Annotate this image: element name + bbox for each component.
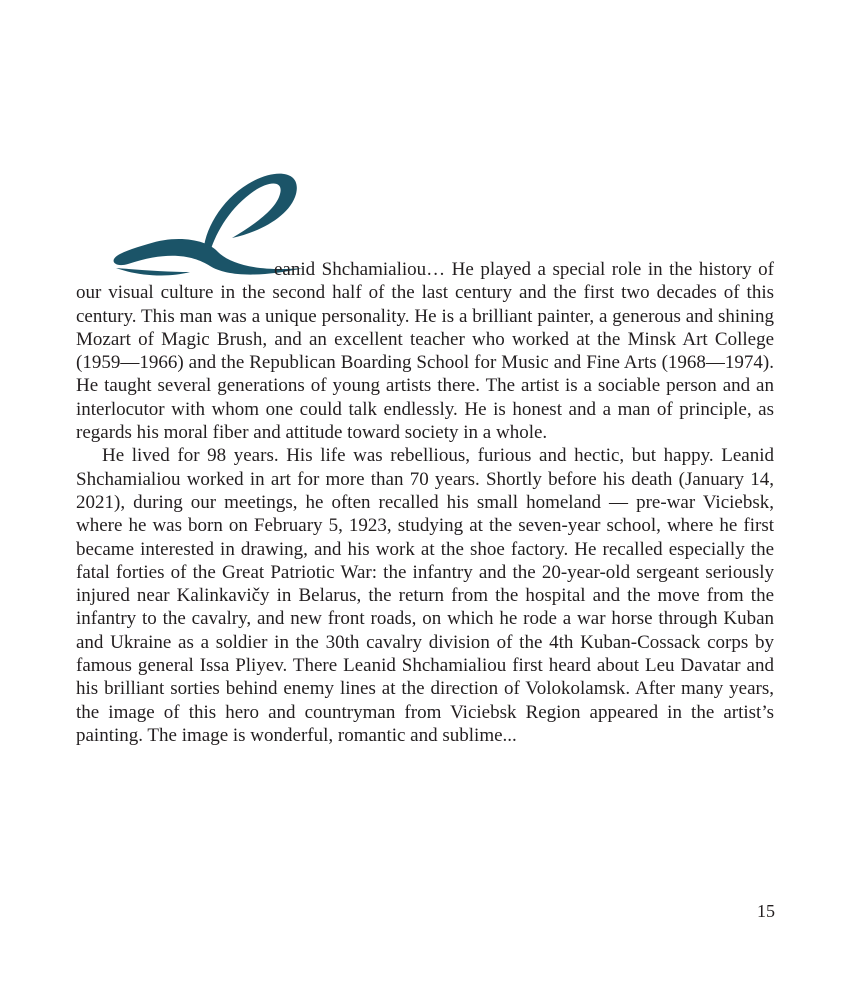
paragraph-1: eanid Shchamialiou… He played a special role in the history of our visual culture in the second half of the last century and the first two decades of this century. This man was a unique personality. He is a brilliant painter, a generous and shining Mozart of Magic Brush, and an excellent teacher who worked at the Minsk Art College (1959—1966) and the Republican Boarding School for Music and Fine Arts (1968—1974). He taught several generations of young artists there. The artist is a sociable person and an interlocutor with whom one could talk endlessly. He is honest and a man of principle, as regards his moral fiber and attitude toward society in a whole.	[76, 259, 774, 444]
paragraph-2: He lived for 98 years. His life was rebellious, furious and hectic, but happy. Leanid Shchamialiou worked in art for more than 70 years. Shortly before his death (January 14, 2021), during our meetings, he often recalled his small homeland — pre-war Viciebsk, where he was born on February 5, 1923, studying at the seven-year school, where he first became interested in drawing, and his work at the shoe factory. He recalled especially the fatal forties of the Great Patriotic War: the infantry and the 20-year-old sergeant seriously injured near Kalinkavičy in Belarus, the return from the hospital and the move from the infantry to the cavalry, and new front roads, on which he rode a war horse through Kuban and Ukraine as a soldier in the 30th cavalry division of the 4th Kuban-Cossack corps by famous general Issa Pliyev. There Leanid Shchamialiou first heard about Leu Davatar and his brilliant sorties behind enemy lines at the direction of Volokolamsk. After many years, the image of this hero and countryman from Viciebsk Region appeared in the artist’s painting. The image is wonderful, romantic and sublime...	[76, 445, 774, 746]
page-number: 15	[757, 901, 775, 921]
body-text	[76, 258, 774, 747]
